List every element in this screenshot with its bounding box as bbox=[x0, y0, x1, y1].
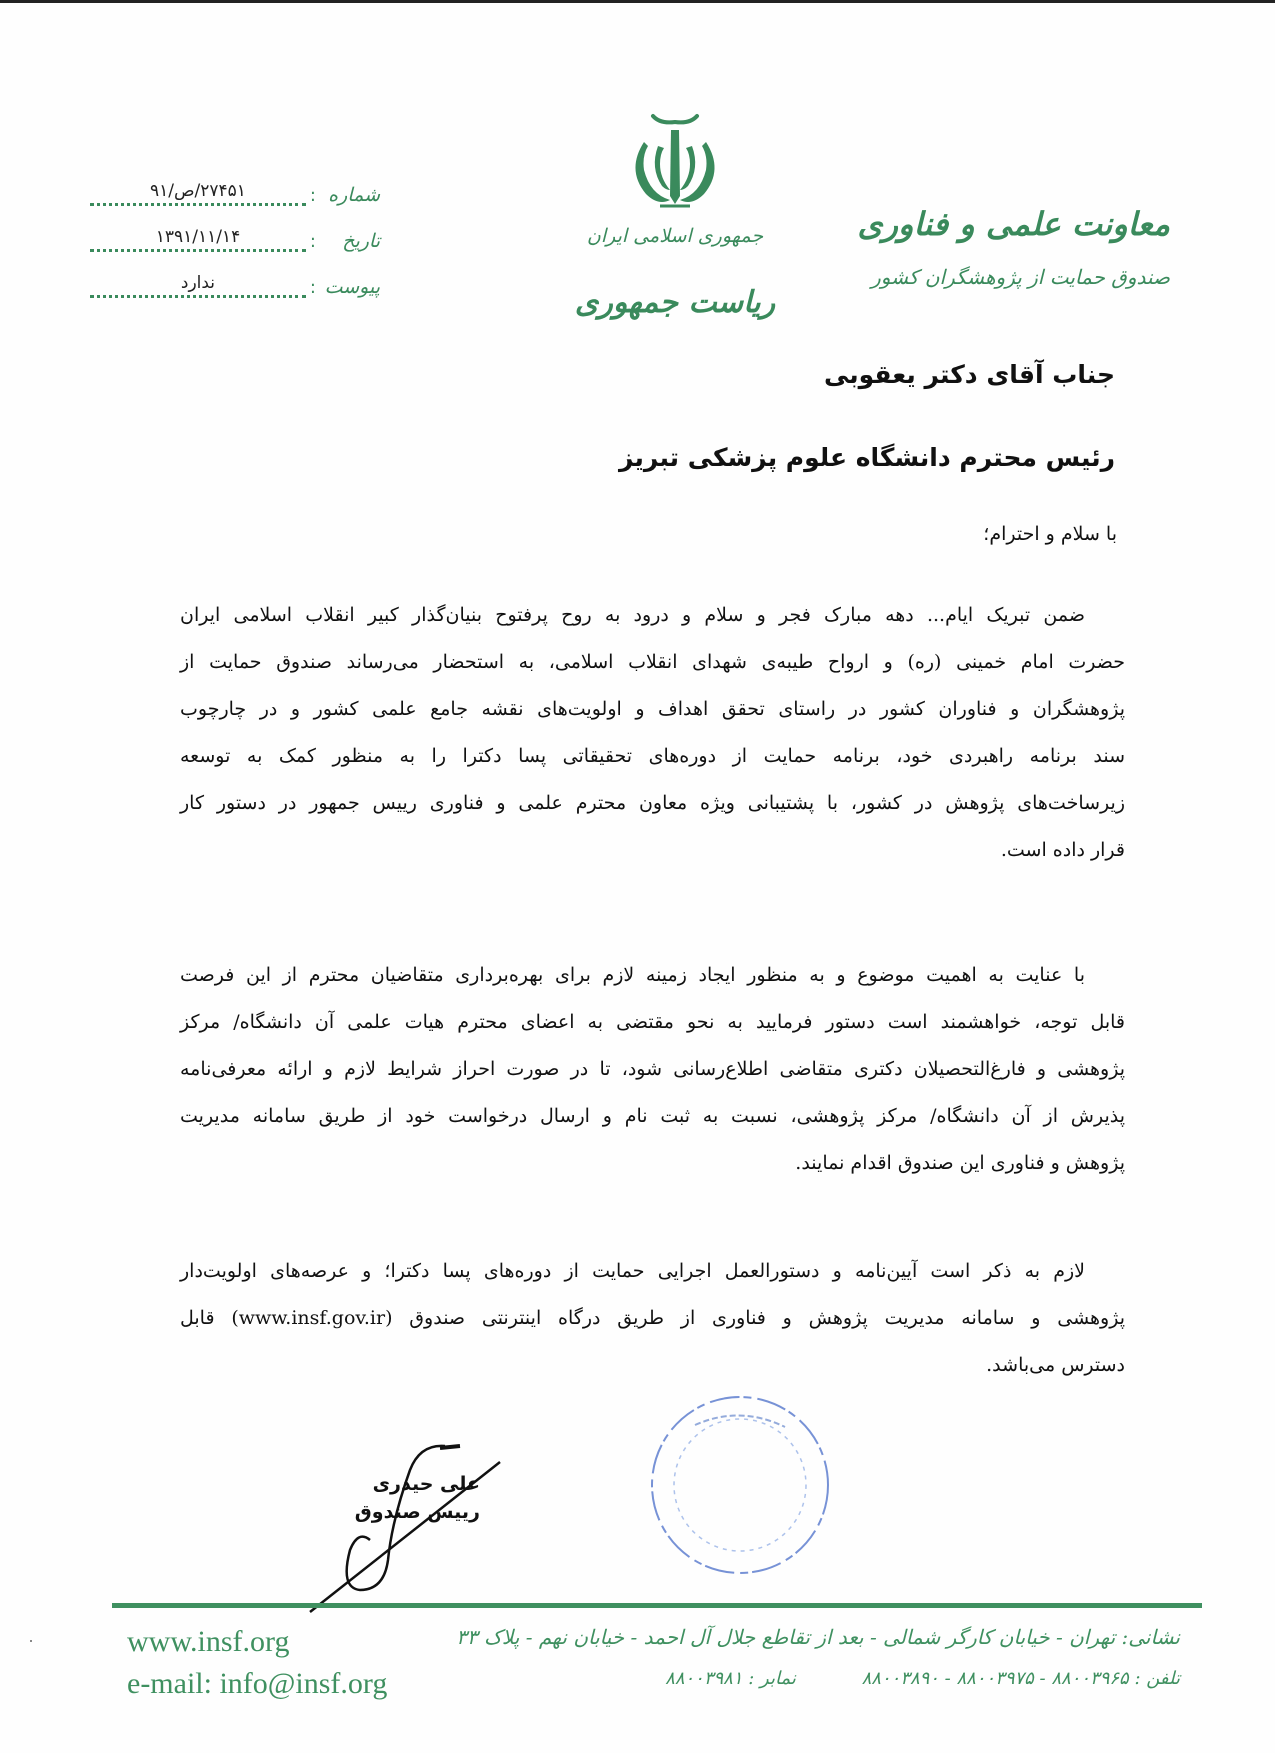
paragraph-line: با عنایت به اهمیت موضوع و به منظور ایجاد زمینه لازم برای بهره‌برداری متقاضیان محترم از این فرصت bbox=[180, 964, 1085, 986]
phone-numbers: ۸۸۰۰۳۹۶۵ - ۸۸۰۰۳۹۷۵ - ۸۸۰۰۳۸۹۰ bbox=[861, 1668, 1129, 1689]
footer-website: www.insf.org bbox=[127, 1625, 290, 1658]
scan-edge bbox=[0, 0, 1275, 3]
meta-attachment-field bbox=[90, 273, 306, 298]
paragraph-line: پژوهشگران و فناوران کشور در راستای تحقق اهداف و اولویت‌های نقشه جامع علمی کشور و در چارچوب bbox=[180, 698, 1125, 720]
paragraph-line: ضمن تبریک ایام... دهه مبارک فجر و سلام و درود به روح پرفتوح بنیان‌گذار کبیر انقلاب اسلامی ایران bbox=[180, 604, 1085, 626]
signature-block bbox=[350, 1470, 480, 1526]
fax-number: ۸۸۰۰۳۹۸۱ bbox=[665, 1668, 743, 1689]
signature-scribble-icon bbox=[300, 1440, 530, 1620]
footer-address: نشانی: تهران - خیابان کارگر شمالی - بعد از تقاطع جلال آل احمد - خیابان نهم - پلاک ۳۳ bbox=[456, 1625, 1180, 1649]
paragraph-line: دسترس می‌باشد. bbox=[986, 1354, 1125, 1376]
fax-label: نمابر : bbox=[748, 1668, 796, 1689]
meta-date-label: تاریخ bbox=[342, 230, 380, 252]
official-stamp-icon bbox=[635, 1385, 850, 1585]
paragraph-line: پژوهشی و فارغ‌التحصیلان دکتری متقاضی اطلاع‌رسانی شود، تا در صورت احراز شرایط لازم و ارائه معرفی‌نامه bbox=[180, 1058, 1125, 1080]
paragraph-line: زیرساخت‌های پژوهش در کشور، با پشتیبانی ویژه معاون محترم علمی و فناوری رییس جمهور در دستور کار bbox=[180, 792, 1125, 814]
signatory-name: علی حیدری bbox=[372, 1473, 480, 1495]
phone-label: تلفن : bbox=[1134, 1668, 1180, 1689]
paragraph-line: پژوهشی و سامانه مدیریت پژوهش و فناوری از طریق درگاه اینترنتی صندوق (www.insf.gov.ir) قابل bbox=[180, 1307, 1125, 1329]
body-paragraph-1 bbox=[180, 592, 1125, 874]
scan-speck bbox=[30, 1640, 32, 1642]
meta-date-field bbox=[90, 227, 306, 252]
paragraph-line: حضرت امام خمینی (ره) و ارواح طیبه‌ی شهدای انقلاب اسلامی، به استحضار می‌رساند صندوق حمایت از bbox=[180, 651, 1125, 673]
org-title: معاونت علمی و فناوری bbox=[857, 205, 1170, 243]
paragraph-line: قرار داده است. bbox=[1000, 839, 1125, 861]
letter-meta bbox=[90, 160, 380, 298]
paragraph-line: پژوهش و فناوری این صندوق اقدام نمایند. bbox=[795, 1152, 1125, 1174]
meta-number-field bbox=[90, 181, 306, 206]
meta-colon: : bbox=[309, 185, 316, 206]
paragraph-line: پذیرش از آن دانشگاه/ مرکز پژوهشی، نسبت به ثبت نام و ارسال درخواست خود از طریق سامانه مدیریت bbox=[180, 1105, 1125, 1127]
greeting: با سلام و احترام؛ bbox=[983, 523, 1117, 545]
country-name: جمهوری اسلامی ایران bbox=[586, 225, 764, 247]
meta-number-row bbox=[90, 160, 380, 206]
meta-attachment-value: ندارد bbox=[180, 273, 216, 293]
meta-number-label: شماره bbox=[328, 184, 380, 206]
org-subtitle: صندوق حمایت از پژوهشگران کشور bbox=[871, 265, 1170, 289]
addressee-name: جناب آقای دکتر یعقوبی bbox=[823, 360, 1115, 389]
footer-divider bbox=[112, 1603, 1202, 1608]
paragraph-line: قابل توجه، خواهشمند است دستور فرمایید به نحو مقتضی به اعضای محترم هیات علمی آن دانشگاه/ مرکز bbox=[180, 1011, 1125, 1033]
footer-phone-line bbox=[480, 1668, 1180, 1689]
footer-email: e-mail: info@insf.org bbox=[127, 1667, 388, 1700]
body-paragraph-2 bbox=[180, 952, 1125, 1187]
meta-colon: : bbox=[309, 231, 316, 252]
meta-attachment-label: پیوست bbox=[324, 276, 380, 298]
meta-number-value: ۲۷۴۵۱/ص/۹۱ bbox=[149, 181, 246, 201]
body-paragraph-3 bbox=[180, 1248, 1125, 1389]
presidency-name: ریاست جمهوری bbox=[574, 285, 776, 320]
meta-attachment-row bbox=[90, 252, 380, 298]
addressee-title: رئیس محترم دانشگاه علوم پزشکی تبریز bbox=[618, 443, 1115, 472]
paragraph-line: سند برنامه راهبردی خود، برنامه حمایت از دوره‌های تحقیقاتی پسا دکترا را به منظور کمک به توسعه bbox=[180, 745, 1125, 767]
iran-emblem-icon bbox=[620, 108, 730, 218]
meta-date-value: ۱۳۹۱/۱۱/۱۴ bbox=[155, 227, 241, 247]
meta-colon: : bbox=[309, 277, 316, 298]
meta-date-row bbox=[90, 206, 380, 252]
signatory-title: رییس صندوق bbox=[354, 1501, 480, 1523]
paragraph-line: لازم به ذکر است آیین‌نامه و دستورالعمل اجرایی حمایت از دوره‌های پسا دکترا؛ و عرصه‌های اولویت‌دار bbox=[180, 1260, 1085, 1282]
